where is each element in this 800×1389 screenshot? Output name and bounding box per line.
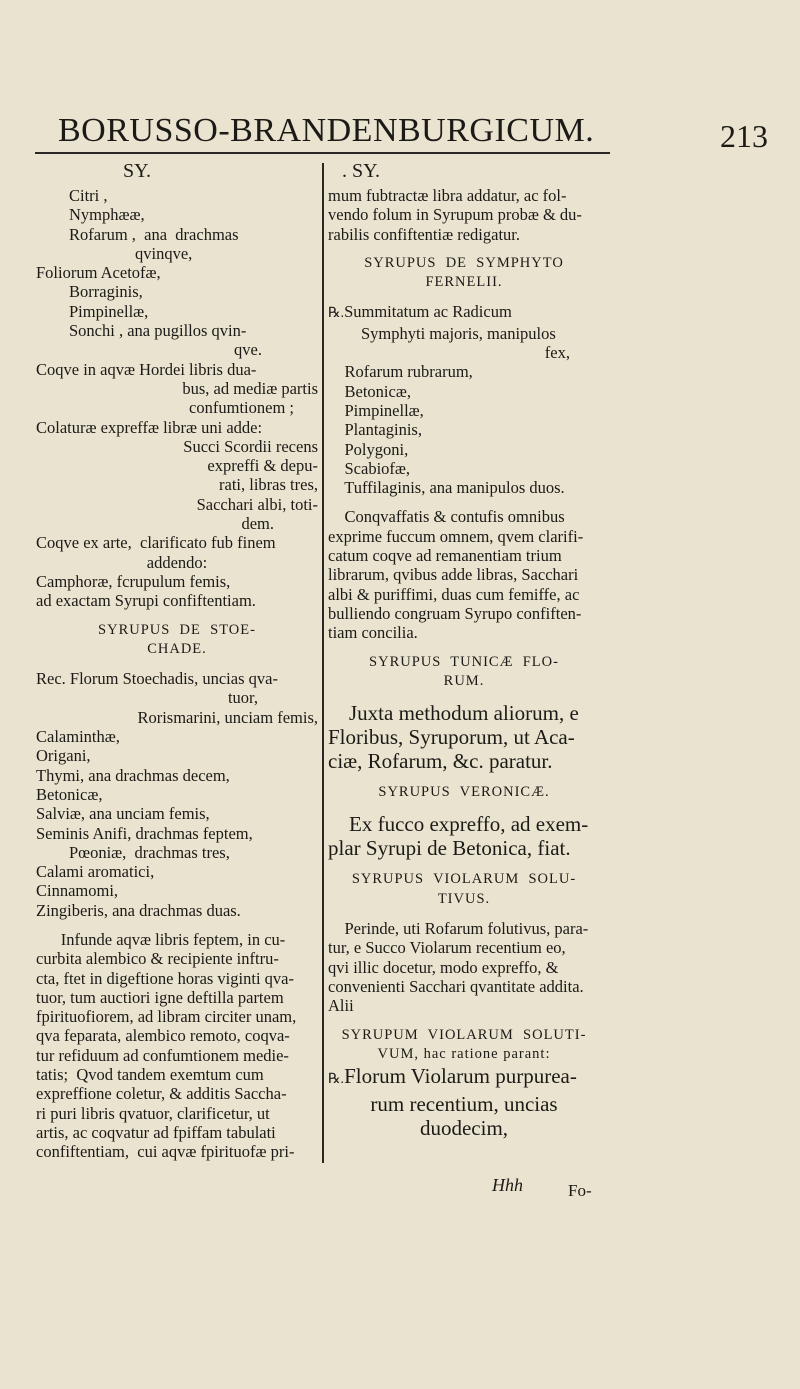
left-column-line-text: confiftentiam, cui aqvæ fpirituofæ pri- bbox=[36, 1142, 295, 1162]
left-column-line bbox=[36, 1046, 318, 1065]
right-column-line-text: SYRUPUS VIOLARUM SOLU- bbox=[351, 871, 577, 888]
left-column-line bbox=[36, 418, 318, 437]
right-column-line bbox=[328, 225, 600, 244]
left-column-line-text: SYRUPUS DE STOE- bbox=[98, 621, 256, 638]
left-column-line-text: tatis; Qvod tandem exemtum cum bbox=[36, 1065, 264, 1085]
left-column-line bbox=[36, 1026, 318, 1045]
left-column-line-text: Rofarum , ana drachmas bbox=[36, 224, 239, 244]
right-column-line bbox=[328, 691, 600, 701]
left-column-line bbox=[36, 572, 318, 591]
right-column-line-text: Polygoni, bbox=[328, 439, 409, 459]
right-column-line bbox=[328, 1116, 600, 1140]
left-column-line bbox=[36, 804, 318, 823]
right-column-line-text: exprime fuccum omnem, qvem clarifi- bbox=[328, 526, 584, 546]
left-column-line bbox=[36, 824, 318, 843]
header-rule bbox=[35, 152, 610, 154]
right-column-line-text: ciæ, Rofarum, &c. paratur. bbox=[328, 749, 553, 774]
left-column-line-text: Calaminthæ, bbox=[36, 727, 120, 747]
left-column-line bbox=[36, 920, 318, 930]
right-column-line-text: plar Syrupi de Betonica, fiat. bbox=[328, 836, 571, 861]
left-column-line bbox=[36, 533, 318, 552]
left-column-line bbox=[36, 785, 318, 804]
left-column-line bbox=[36, 495, 318, 514]
right-column-line-text: convenienti Sacchari qvantitate addita. bbox=[328, 976, 584, 996]
left-column-line bbox=[36, 930, 318, 949]
right-column-line bbox=[328, 1092, 600, 1116]
right-column-line bbox=[328, 244, 600, 254]
right-column-line bbox=[328, 996, 600, 1015]
right-column-line bbox=[328, 585, 600, 604]
left-column-line-text: CHADE. bbox=[147, 640, 207, 657]
left-column-line-text: expreffione coletur, & additis Saccha- bbox=[36, 1084, 287, 1104]
right-column-line bbox=[328, 497, 600, 507]
right-column-line-text: fex, bbox=[544, 343, 570, 363]
right-column-line bbox=[328, 565, 600, 584]
right-column-line-text: Perinde, uti Rofarum folutivus, para- bbox=[328, 919, 589, 939]
left-column-line-text: Coqve in aqvæ Hordei libris dua- bbox=[36, 359, 257, 379]
left-column-line bbox=[36, 225, 318, 244]
right-column-line-text: FERNELII. bbox=[425, 274, 503, 291]
right-column-line-text: Rofarum rubrarum, bbox=[328, 362, 473, 382]
left-column-line-text: addendo: bbox=[146, 552, 208, 572]
left-column-line bbox=[36, 1007, 318, 1026]
left-column-line-text: Sacchari albi, toti- bbox=[196, 494, 318, 514]
recipe-symbol-icon: ℞. bbox=[328, 1072, 345, 1088]
left-column-line bbox=[36, 659, 318, 669]
right-column-line-text: SYRUPUM VIOLARUM SOLUTI- bbox=[341, 1026, 587, 1043]
right-column-line-text: Tuffilaginis, ana manipulos duos. bbox=[328, 478, 565, 498]
left-column-line bbox=[36, 669, 318, 688]
right-column-line-text: rum recentium, uncias bbox=[370, 1092, 558, 1117]
right-column-line-text: Symphyti majoris, manipulos bbox=[328, 323, 556, 343]
right-column-line bbox=[328, 1026, 600, 1045]
right-column-line bbox=[328, 420, 600, 439]
left-column-line bbox=[36, 282, 318, 301]
catchword: Fo- bbox=[568, 1181, 592, 1200]
left-column bbox=[36, 186, 318, 1162]
signature-mark: Hhh bbox=[492, 1175, 523, 1195]
left-column-line bbox=[36, 1065, 318, 1084]
left-column-line bbox=[36, 437, 318, 456]
left-column-line-text: Rorismarini, unciam femis, bbox=[137, 707, 318, 727]
left-column-line-text: dem. bbox=[241, 514, 274, 534]
right-column-line bbox=[328, 909, 600, 919]
right-column-line bbox=[328, 1016, 600, 1026]
right-column-line bbox=[328, 938, 600, 957]
right-column-line bbox=[328, 672, 600, 691]
left-column-line-text: Colaturæ expreffæ libræ uni adde: bbox=[36, 417, 263, 437]
left-column-line-text: curbita alembico & recipiente inftru- bbox=[36, 949, 279, 969]
left-column-line-text: Coqve ex arte, clarificato fub finem bbox=[36, 533, 276, 553]
left-column-line-text: expreffi & depu- bbox=[207, 456, 318, 476]
left-column-line bbox=[36, 901, 318, 920]
right-column-line bbox=[328, 186, 600, 205]
right-column-line bbox=[328, 643, 600, 653]
left-column-line-text: Seminis Anifi, drachmas feptem, bbox=[36, 823, 253, 843]
left-column-line bbox=[36, 398, 318, 417]
right-column-line-text: catum coqve ad remanentiam trium bbox=[328, 546, 562, 566]
right-column-line-text: tiam concilia. bbox=[328, 623, 418, 643]
left-column-line-text: Sonchi , ana pugillos qvin- bbox=[36, 321, 247, 341]
left-column-line-text: Betonicæ, bbox=[36, 784, 103, 804]
right-column-line bbox=[328, 440, 600, 459]
right-column-line bbox=[328, 401, 600, 420]
left-column-line bbox=[36, 186, 318, 205]
right-column-line bbox=[328, 890, 600, 909]
right-column-line-text: SYRUPUS VERONICÆ. bbox=[378, 784, 550, 801]
right-column-line-text: Florum Violarum purpurea- bbox=[344, 1064, 577, 1089]
left-column-line bbox=[36, 727, 318, 746]
right-column-line bbox=[328, 254, 600, 273]
right-column-line-text: qvi illic docetur, modo expreffo, & bbox=[328, 957, 559, 977]
right-column-line-text: Plantaginis, bbox=[328, 420, 422, 440]
left-column-line bbox=[36, 746, 318, 765]
right-column-line-text: SYRUPUS DE SYMPHYTO bbox=[364, 254, 564, 271]
page-number: 213 bbox=[720, 118, 768, 154]
left-column-line bbox=[36, 205, 318, 224]
left-column-line bbox=[36, 514, 318, 533]
right-column-line bbox=[328, 783, 600, 802]
left-column-line-text: Thymi, ana drachmas decem, bbox=[36, 765, 230, 785]
right-column-line bbox=[328, 205, 600, 224]
left-column-line-text: Camphoræ, fcrupulum femis, bbox=[36, 571, 231, 591]
right-column-line-text: SYRUPUS TUNICÆ FLO- bbox=[369, 653, 559, 670]
left-column-line bbox=[36, 591, 318, 610]
right-column-line bbox=[328, 343, 600, 362]
left-column-line-text: Origani, bbox=[36, 746, 91, 766]
left-column-line-text: Succi Scordii recens bbox=[183, 436, 318, 456]
left-column-line-text: Calami aromatici, bbox=[36, 862, 155, 882]
left-column-line-text: qve. bbox=[234, 340, 262, 360]
left-column-line bbox=[36, 1104, 318, 1123]
running-head-left: SY. bbox=[123, 160, 151, 182]
left-column-line-text: Pœoniæ, drachmas tres, bbox=[36, 842, 230, 862]
left-column-line-text: Nymphææ, bbox=[36, 205, 145, 225]
right-column-line-text: Conqvaffatis & contufis omnibus bbox=[328, 507, 565, 527]
left-column-line-text: Foliorum Acetofæ, bbox=[36, 263, 161, 283]
left-column-line bbox=[36, 843, 318, 862]
left-column-line-text: Zingiberis, ana drachmas duas. bbox=[36, 900, 241, 920]
left-column-line bbox=[36, 1084, 318, 1103]
right-column-line bbox=[328, 773, 600, 783]
right-column-line bbox=[328, 977, 600, 996]
left-column-line-text: cta, ftet in digeftione horas viginti qva- bbox=[36, 968, 294, 988]
left-column-line bbox=[36, 688, 318, 707]
left-column-line-text: Salviæ, ana unciam femis, bbox=[36, 804, 210, 824]
left-column-line bbox=[36, 475, 318, 494]
left-column-line-text: qvinqve, bbox=[36, 243, 193, 263]
left-column-line bbox=[36, 302, 318, 321]
left-column-line-text: Borraginis, bbox=[36, 282, 143, 302]
right-column-line bbox=[328, 604, 600, 623]
right-column-line bbox=[328, 382, 600, 401]
right-column-line-text: librarum, qvibus adde libras, Sacchari bbox=[328, 565, 579, 585]
right-column-line-text: tur, e Succo Violarum recentium eo, bbox=[328, 938, 566, 958]
left-column-line-text: tuor, bbox=[227, 688, 258, 708]
left-column-line bbox=[36, 340, 318, 359]
left-column-line-text: tur refiduum ad confumtionem medie- bbox=[36, 1045, 289, 1065]
right-column-line-text: Summitatum ac Radicum bbox=[344, 302, 512, 322]
left-column-line bbox=[36, 766, 318, 785]
page-header-title: BORUSSO-BRANDENBURGICUM. bbox=[58, 112, 595, 149]
right-column-line-text: TIVUS. bbox=[437, 890, 491, 907]
right-column-line-text: Scabiofæ, bbox=[328, 458, 411, 478]
left-column-line-text: tuor, tum auctiori igne deftilla partem bbox=[36, 987, 284, 1007]
right-column-line-text: rabilis confiftentiæ redigatur. bbox=[328, 224, 520, 244]
left-column-line bbox=[36, 379, 318, 398]
right-column-line-text: Juxta methodum aliorum, e bbox=[328, 701, 579, 726]
left-column-line-text: qva feparata, alembico remoto, coqva- bbox=[36, 1026, 290, 1046]
left-column-line-text: Pimpinellæ, bbox=[36, 301, 149, 321]
right-column-line bbox=[328, 958, 600, 977]
right-column bbox=[328, 186, 600, 1140]
left-column-line bbox=[36, 360, 318, 379]
left-column-line-text: ri puri libris qvatuor, clarificetur, ut bbox=[36, 1103, 270, 1123]
right-column-line bbox=[328, 292, 600, 302]
left-column-line bbox=[36, 611, 318, 621]
right-column-line bbox=[328, 273, 600, 292]
right-column-line bbox=[328, 302, 600, 323]
right-column-line-text: duodecim, bbox=[419, 1116, 509, 1141]
left-column-line-text: ad exactam Syrupi confiftentiam. bbox=[36, 591, 256, 611]
right-column-line bbox=[328, 1045, 600, 1064]
right-column-line-text: albi & puriffimi, duas cum femiffe, ac bbox=[328, 584, 580, 604]
right-column-line bbox=[328, 725, 600, 749]
left-column-line bbox=[36, 881, 318, 900]
right-column-line bbox=[328, 623, 600, 642]
right-column-line-text: Ex fucco expreffo, ad exem- bbox=[328, 812, 589, 837]
right-column-line-text: Alii bbox=[328, 996, 354, 1016]
left-column-line-text: Citri , bbox=[36, 186, 108, 205]
right-column-line-text: mum fubtractæ libra addatur, ac fol- bbox=[328, 186, 567, 205]
right-column-line-text: vendo folum in Syrupum probæ & du- bbox=[328, 205, 582, 225]
right-column-line bbox=[328, 812, 600, 836]
left-column-line bbox=[36, 862, 318, 881]
right-column-line bbox=[328, 1064, 600, 1092]
left-column-line bbox=[36, 988, 318, 1007]
right-column-line bbox=[328, 362, 600, 381]
left-column-line bbox=[36, 640, 318, 659]
right-column-line bbox=[328, 507, 600, 526]
right-column-line bbox=[328, 527, 600, 546]
column-divider bbox=[322, 163, 324, 1163]
left-column-line bbox=[36, 456, 318, 475]
right-column-line-text: Floribus, Syruporum, ut Aca- bbox=[328, 725, 575, 750]
right-column-line-text: Pimpinellæ, bbox=[328, 400, 424, 420]
left-column-line-text: rati, libras tres, bbox=[219, 475, 318, 495]
left-column-line bbox=[36, 969, 318, 988]
left-column-line-text: Cinnamomi, bbox=[36, 881, 119, 901]
right-column-line bbox=[328, 324, 600, 343]
running-head-right: . SY. bbox=[342, 160, 380, 182]
right-column-line bbox=[328, 701, 600, 725]
left-column-line-text: bus, ad mediæ partis bbox=[182, 378, 318, 398]
left-column-line-text: Rec. Florum Stoechadis, uncias qva- bbox=[36, 669, 278, 689]
left-column-line bbox=[36, 621, 318, 640]
right-column-line bbox=[328, 749, 600, 773]
left-column-line-text: fpirituofiorem, ad libram circiter unam, bbox=[36, 1007, 297, 1027]
left-column-line bbox=[36, 708, 318, 727]
left-column-line bbox=[36, 1123, 318, 1142]
right-column-line-text: VUM, hac ratione parant: bbox=[377, 1045, 551, 1062]
recipe-symbol-icon: ℞. bbox=[328, 306, 345, 322]
right-column-line bbox=[328, 802, 600, 812]
right-column-line bbox=[328, 653, 600, 672]
left-column-line-text: artis, ac coqvatur ad fpiffam tabulati bbox=[36, 1122, 276, 1142]
right-column-line bbox=[328, 919, 600, 938]
right-column-line bbox=[328, 546, 600, 565]
left-column-line bbox=[36, 244, 318, 263]
left-column-line bbox=[36, 949, 318, 968]
right-column-line bbox=[328, 459, 600, 478]
left-column-line bbox=[36, 553, 318, 572]
right-column-line bbox=[328, 836, 600, 860]
left-column-line bbox=[36, 321, 318, 340]
right-column-line bbox=[328, 870, 600, 889]
left-column-line-text: Infunde aqvæ libris feptem, in cu- bbox=[36, 929, 286, 949]
right-column-line bbox=[328, 860, 600, 870]
right-column-line-text: bulliendo congruam Syrupo confiften- bbox=[328, 603, 582, 623]
right-column-line-text: RUM. bbox=[443, 672, 485, 689]
left-column-line bbox=[36, 1142, 318, 1161]
right-column-line bbox=[328, 478, 600, 497]
left-column-line-text: confumtionem ; bbox=[189, 398, 294, 418]
left-column-line bbox=[36, 263, 318, 282]
right-column-line-text: Betonicæ, bbox=[328, 381, 411, 401]
